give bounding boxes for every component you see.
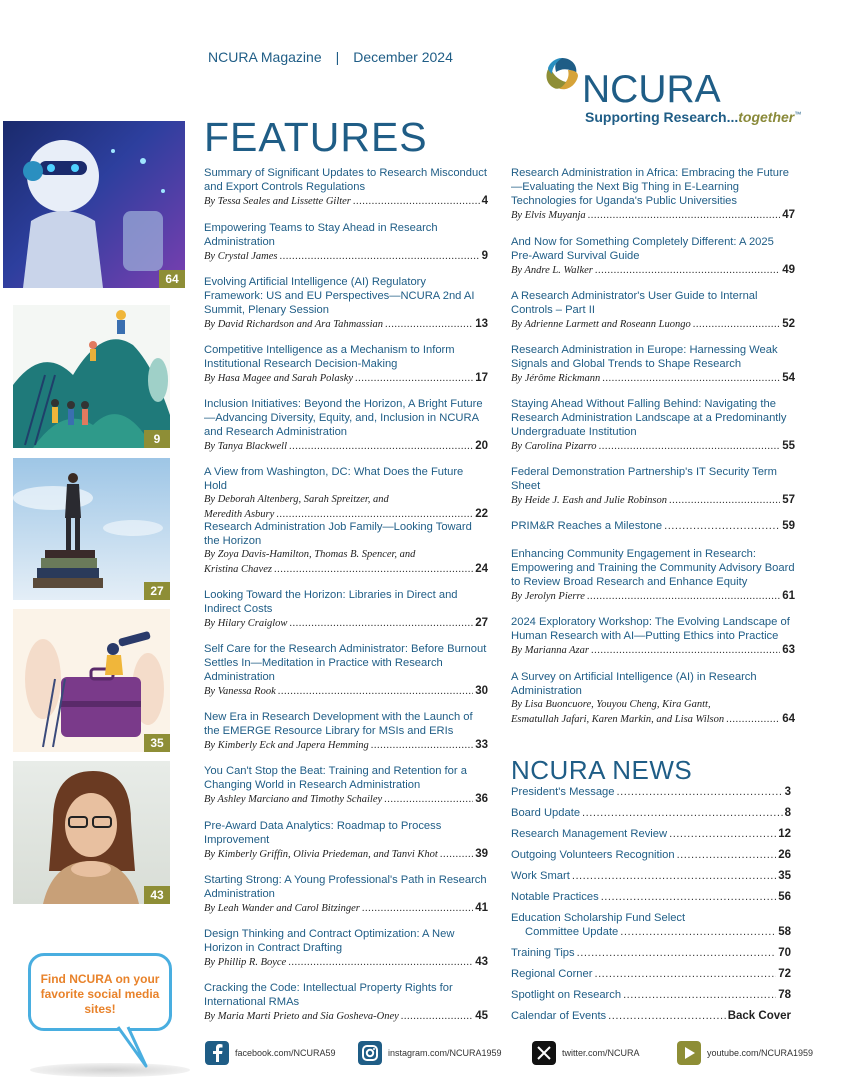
briefcase-telescope-illustration-icon [13, 609, 170, 752]
page-number: 58 [778, 926, 791, 938]
article-authors: By Adrienne Larmett and Roseann Luongo [511, 319, 691, 330]
callout-shadow [30, 1063, 190, 1077]
author-line [204, 317, 488, 332]
news-item[interactable] [511, 869, 791, 883]
toc-entry[interactable] [511, 519, 795, 533]
toc-entry[interactable] [511, 615, 795, 658]
news-heading: NCURA NEWS [511, 755, 693, 785]
toc-entry[interactable] [204, 873, 488, 916]
author-line [204, 901, 488, 916]
article-title: PRIM&R Reaches a Milestone [511, 520, 663, 532]
article-title: Design Thinking and Contract Optimization: A New Horizon in Contract Drafting [204, 928, 455, 954]
page-number: 13 [475, 318, 488, 330]
youtube-url: youtube.com/NCURA1959 [707, 1048, 814, 1058]
social-callout-text: Find NCURA on your favorite social media sites! [40, 972, 160, 1016]
page-number: 64 [782, 713, 795, 725]
article-title: Evolving Artificial Intelligence (AI) Regulatory Framework: US and EU Perspectives—NCURA 2nd AI Summit, Plenary Session [204, 276, 475, 316]
thumbnail-books[interactable] [13, 458, 170, 600]
toc-entry[interactable] [204, 275, 488, 332]
article-authors: By Zoya Davis-Hamilton, Thomas B. Spencer, and [204, 549, 416, 560]
teamwork-mountain-illustration-icon [13, 305, 170, 448]
article-title: Starting Strong: A Young Professional's Path in Research Administration [204, 874, 487, 900]
news-title: Board Update [511, 807, 581, 819]
thumbnail-teamwork[interactable] [13, 305, 170, 448]
page-number: 78 [778, 989, 791, 1001]
article-authors: By Heide J. Eash and Julie Robinson [511, 495, 668, 506]
article-authors: By Tanya Blackwell [204, 441, 288, 452]
article-title: Research Administration in Africa: Embracing the Future—Evaluating the Next Big Thing in E-Learning Technologies for Uganda's Public Universities [511, 167, 789, 207]
toc-entry[interactable] [511, 343, 795, 386]
page-number: 24 [475, 563, 488, 575]
page-number: 49 [782, 264, 795, 276]
twitter-url: twitter.com/NCURA [562, 1048, 640, 1058]
article-authors: By Deborah Altenberg, Sarah Spreitzer, and [204, 494, 389, 505]
article-title: You Can't Stop the Beat: Training and Retention for a Changing World in Research Administration [204, 765, 467, 791]
toc-entry[interactable] [204, 764, 488, 807]
news-title: President's Message [511, 786, 615, 798]
news-title: Calendar of Events [511, 1010, 607, 1022]
article-title: And Now for Something Completely Different: A 2025 Pre-Award Survival Guide [511, 236, 774, 262]
author-line [204, 194, 488, 209]
logo-wordmark: NCURA [582, 68, 721, 111]
author-line [204, 738, 488, 753]
thumbnail-briefcase[interactable] [13, 609, 170, 752]
article-title: Self Care for the Research Administrator: Before Burnout Settles In—Meditation in Practice with Research Administration [204, 643, 487, 683]
article-authors: By Kimberly Eck and Japera Hemming [204, 740, 369, 751]
article-authors: By Carolina Pizarro [511, 441, 597, 452]
news-title: Notable Practices [511, 891, 599, 903]
page-number: 35 [778, 870, 791, 882]
page-number: 12 [778, 828, 791, 840]
article-title: Competitive Intelligence as a Mechanism to Inform Institutional Research Decision-Making [204, 344, 455, 370]
author-line [204, 684, 488, 699]
page-number: 27 [475, 617, 488, 629]
toc-entry[interactable] [204, 819, 488, 862]
author-line [204, 249, 488, 264]
article-authors: By Crystal James [204, 251, 278, 262]
article-authors: By Marianna Azar [511, 645, 589, 656]
header-separator: | [335, 49, 340, 65]
news-title-continued: Committee Update [525, 926, 619, 938]
toc-entry[interactable] [511, 670, 795, 727]
author-line [511, 589, 795, 604]
article-title: Looking Toward the Horizon: Libraries in Direct and Indirect Costs [204, 589, 458, 615]
features-heading: FEATURES [204, 114, 428, 160]
article-authors: By Jérôme Rickmann [511, 373, 601, 384]
woman-on-books-photo-icon [13, 458, 170, 600]
news-item[interactable] [511, 967, 791, 981]
article-title: Staying Ahead Without Falling Behind: Navigating the Research Administration Landscape at a Predominantly Undergraduate Institution [511, 398, 787, 438]
thumbnail-page-number: 9 [144, 430, 170, 448]
author-line [511, 712, 795, 727]
article-title: Inclusion Initiatives: Beyond the Horizon, A Bright Future—Advancing Diversity, Equity, and, Inclusion in NCURA and Research Administration [204, 398, 483, 438]
article-authors: By Ashley Marciano and Timothy Schailey [204, 794, 383, 805]
page-number: 22 [475, 508, 488, 520]
toc-entry[interactable] [204, 520, 488, 577]
author-line [511, 439, 795, 454]
article-authors: By Lisa Buoncuore, Youyou Cheng, Kira Gantt, [511, 699, 711, 710]
news-title: Spotlight on Research [511, 989, 622, 1001]
toc-entry[interactable] [511, 235, 795, 278]
author-line [204, 371, 488, 386]
robot-illustration-icon [3, 121, 185, 288]
twitter-link[interactable] [532, 1041, 640, 1065]
article-title: Research Administration in Europe: Harnessing Weak Signals and Global Trends to Shape Research [511, 344, 778, 370]
news-item[interactable] [511, 806, 791, 820]
toc-entry[interactable] [204, 927, 488, 970]
article-title: Summary of Significant Updates to Research Misconduct and Export Controls Regulations [204, 167, 487, 193]
news-title: Research Management Review [511, 828, 668, 840]
page-number: 43 [475, 956, 488, 968]
thumbnail-page-number: 64 [159, 270, 185, 288]
article-title: Research Administration Job Family—Looking Toward the Horizon [204, 521, 472, 547]
page-number: 57 [782, 494, 795, 506]
news-item[interactable] [511, 848, 791, 862]
social-callout-bubble [28, 953, 172, 1031]
youtube-icon [677, 1041, 701, 1065]
page-number: 59 [782, 520, 795, 532]
author-line [204, 562, 488, 577]
page-number: 55 [782, 440, 795, 452]
page-number: 36 [475, 793, 488, 805]
article-title: New Era in Research Development with the Launch of the EMERGE Resource Library for MSIs and ERIs [204, 711, 473, 737]
article-authors: By Hasa Magee and Sarah Polasky [204, 373, 354, 384]
article-title: A View from Washington, DC: What Does the Future Hold [204, 466, 464, 492]
article-title: Empowering Teams to Stay Ahead in Research Administration [204, 222, 438, 248]
article-title: Cracking the Code: Intellectual Property Rights for International RMAs [204, 982, 453, 1008]
toc-entry[interactable] [511, 289, 795, 332]
page-number: Back Cover [727, 1010, 791, 1022]
news-item[interactable] [511, 1009, 791, 1023]
page-number: 63 [782, 644, 795, 656]
article-authors: By Kimberly Griffin, Olivia Priedeman, and Tanvi Khot [204, 849, 438, 860]
author-line [204, 616, 488, 631]
toc-entry[interactable] [511, 397, 795, 454]
instagram-icon [358, 1041, 382, 1065]
author-line [204, 1009, 488, 1024]
article-authors: Meredith Asbury [204, 509, 275, 520]
toc-entry[interactable] [204, 343, 488, 386]
article-authors: By Vanessa Rook [204, 686, 276, 697]
page-number: 26 [778, 849, 791, 861]
page-number: 4 [481, 195, 488, 207]
page-number: 17 [475, 372, 488, 384]
toc-entry[interactable] [204, 642, 488, 699]
author-line [204, 955, 488, 970]
x-icon [532, 1041, 556, 1065]
page-number: 9 [481, 250, 488, 262]
article-authors: Kristina Chavez [204, 564, 272, 575]
article-title: A Survey on Artificial Intelligence (AI) in Research Administration [511, 671, 757, 697]
article-authors: By Hilary Craiglow [204, 618, 288, 629]
page-number: 56 [778, 891, 791, 903]
article-title: Pre-Award Data Analytics: Roadmap to Process Improvement [204, 820, 442, 846]
page-number: 61 [782, 590, 795, 602]
author-line [511, 317, 795, 332]
news-title: Regional Corner [511, 968, 593, 980]
author-line [511, 208, 795, 223]
news-title: Work Smart [511, 870, 570, 882]
article-authors: By Phillip R. Boyce [204, 957, 287, 968]
callout-tail-icon [116, 1026, 156, 1070]
news-item[interactable] [511, 946, 791, 960]
page-number: 72 [778, 968, 791, 980]
toc-entry[interactable] [511, 547, 795, 604]
article-authors: By Elvis Muyanja [511, 210, 586, 221]
toc-entry[interactable] [204, 397, 488, 454]
news-item[interactable] [511, 785, 791, 799]
article-authors: By Andre L. Walker [511, 265, 593, 276]
toc-entry[interactable] [511, 166, 795, 223]
toc-entry[interactable] [204, 166, 488, 209]
page-number: 20 [475, 440, 488, 452]
page-number: 47 [782, 209, 795, 221]
woman-thinking-photo-icon [13, 761, 170, 904]
facebook-link[interactable] [205, 1041, 336, 1065]
article-title: Enhancing Community Engagement in Research: Empowering and Training the Community Advisory Board to Review Broad Research and Enhance Equity [511, 548, 795, 588]
author-line [204, 792, 488, 807]
instagram-link[interactable] [358, 1041, 502, 1065]
page-number: 54 [782, 372, 795, 384]
author-line [511, 643, 795, 658]
thumbnail-page-number: 35 [144, 734, 170, 752]
author-line [204, 439, 488, 454]
news-item[interactable] [511, 988, 791, 1002]
page-number: 41 [475, 902, 488, 914]
article-authors: By Tessa Seales and Lissette Gilter [204, 196, 351, 207]
logo-swirl-icon [542, 54, 582, 94]
author-line [511, 493, 795, 508]
news-title: Outgoing Volunteers Recognition [511, 849, 675, 861]
youtube-link[interactable] [677, 1041, 813, 1065]
facebook-icon [205, 1041, 229, 1065]
page-number: 8 [784, 807, 791, 819]
article-authors: Esmatullah Jafari, Karen Markin, and Lisa Wilson [511, 714, 725, 725]
author-line [511, 263, 795, 278]
article-authors: By Leah Wander and Carol Bitzinger [204, 903, 360, 914]
thumbnail-thinking[interactable] [13, 761, 170, 904]
toc-entry[interactable] [204, 221, 488, 264]
news-title: Education Scholarship Fund Select [511, 912, 686, 924]
page-number: 39 [475, 848, 488, 860]
article-title: 2024 Exploratory Workshop: The Evolving Landscape of Human Research with AI—Putting Ethics into Practice [511, 616, 790, 642]
article-authors: By David Richardson and Ara Tahmassian [204, 319, 383, 330]
news-title: Training Tips [511, 947, 575, 959]
toc-entry[interactable] [204, 465, 488, 522]
thumbnail-page-number: 27 [144, 582, 170, 600]
page-number: 30 [475, 685, 488, 697]
toc-entry[interactable] [204, 981, 488, 1024]
article-authors: By Maria Marti Prieto and Sia Gosheva-Oney [204, 1011, 399, 1022]
ncura-logo [540, 52, 802, 128]
news-item[interactable] [511, 890, 791, 904]
magazine-header [208, 49, 453, 65]
toc-entry[interactable] [204, 588, 488, 631]
instagram-url: instagram.com/NCURA1959 [388, 1048, 502, 1058]
page-number: 33 [475, 739, 488, 751]
thumbnail-page-number: 43 [144, 886, 170, 904]
author-line [511, 371, 795, 386]
toc-entry[interactable] [204, 710, 488, 753]
article-title: A Research Administrator's User Guide to Internal Controls – Part II [511, 290, 758, 316]
facebook-url: facebook.com/NCURA59 [235, 1048, 336, 1058]
magazine-name: NCURA Magazine [208, 49, 322, 65]
page-number: 52 [782, 318, 795, 330]
article-authors: By Jerolyn Pierre [511, 591, 585, 602]
news-item[interactable] [511, 911, 791, 939]
page-number: 45 [475, 1010, 488, 1022]
issue-date: December 2024 [353, 49, 453, 65]
page-number: 70 [778, 947, 791, 959]
logo-tagline: Supporting Research...together™ [585, 109, 802, 125]
toc-entry[interactable] [511, 465, 795, 508]
article-title: Federal Demonstration Partnership's IT Security Term Sheet [511, 466, 777, 492]
thumbnail-robot[interactable] [3, 121, 185, 288]
author-line [204, 847, 488, 862]
news-item[interactable] [511, 827, 791, 841]
page-number: 3 [784, 786, 791, 798]
